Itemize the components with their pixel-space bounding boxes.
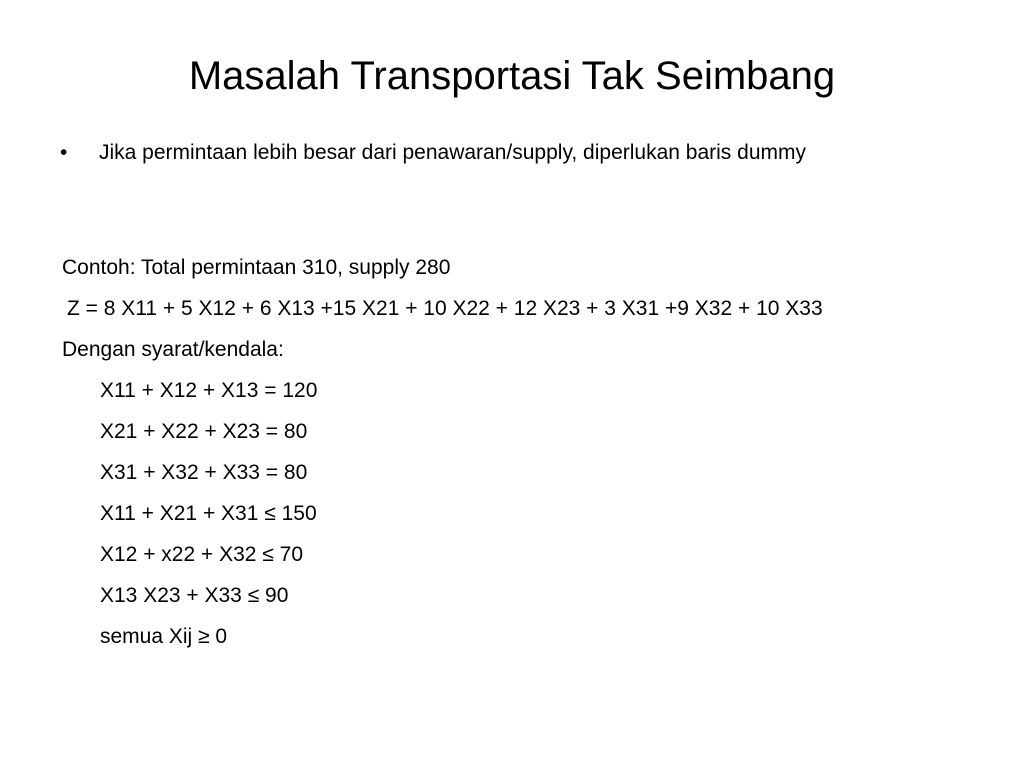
slide-title: Masalah Transportasi Tak Seimbang bbox=[188, 54, 836, 98]
constraint-line: X21 + X22 + X23 = 80 bbox=[100, 420, 308, 443]
example-line: Contoh: Total permintaan 310, supply 280 bbox=[62, 256, 451, 279]
constraints-heading: Dengan syarat/kendala: bbox=[62, 338, 284, 361]
constraint-line: X12 + x22 + X32 ≤ 70 bbox=[100, 543, 304, 566]
constraint-line: X31 + X32 + X33 = 80 bbox=[100, 461, 308, 484]
bullet-marker: • bbox=[60, 141, 68, 164]
objective-function: Z = 8 X11 + 5 X12 + 6 X13 +15 X21 + 10 X22 + 12 X23 + 3 X31 +9 X32 + 10 X33 bbox=[67, 297, 823, 320]
constraint-line: X13 X23 + X33 ≤ 90 bbox=[100, 584, 289, 607]
nonnegativity-line: semua Xij ≥ 0 bbox=[100, 625, 228, 648]
constraint-line: X11 + X12 + X13 = 120 bbox=[100, 379, 318, 402]
bullet-text: Jika permintaan lebih besar dari penawaran/supply, diperlukan baris dummy bbox=[99, 141, 806, 164]
constraint-line: X11 + X21 + X31 ≤ 150 bbox=[100, 502, 317, 525]
bullet-item bbox=[60, 136, 960, 169]
